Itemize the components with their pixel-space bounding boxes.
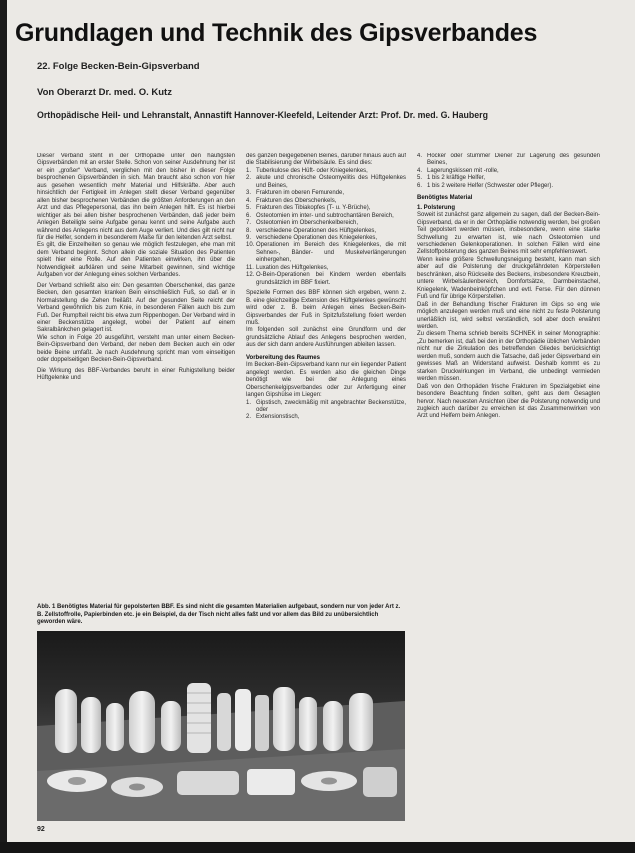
figure-photo bbox=[37, 631, 405, 821]
list-item-number: 3. bbox=[246, 190, 252, 197]
list-item-text: verschiedene Operationen des Kniegelenkes, bbox=[256, 234, 378, 241]
paragraph-gap bbox=[417, 190, 600, 193]
body-paragraph: Daß von den Orthopäden frische Frakturen im Spezialgebiet eine besondere Beachtung finden sollten, geht aus dem Gesagten hervor. Nach neuesten Ansichten über die Polsterung notwendig und zugleich auch darüber zu erreichen ist das Zusammenwirken von Arzt und Helfern beim Anlegen. bbox=[417, 383, 600, 420]
body-paragraph: Der Verband schließt also ein: Den gesamten Oberschenkel, das ganze Becken, den gesamten kranken Bein einschließlich Fuß, so daß er in Normalstellung die Zehen freiläßt. Auf der gesunden Seite reicht der Verband gewöhnlich bis zum Knie, in besonderen Fällen auch bis zum Fuß. Der Rumpfteil reicht bis etwa zum Rippenbogen. Der Verband wird in einer Beckenstütze angelegt, wobei der Patient auf einem Sakralbänkchen gelagert ist. bbox=[37, 282, 235, 334]
body-paragraph: Dieser Verband steht in der Orthopädie unter den häufigsten Gipsverbänden mit an erster Stelle. Schon von seiner Ausdehnung her ist er ein „großer“ Verband, verglichen mit den bisher in dieser Folge besprochenen Gipsverbänden in sich. Man braucht also schon von hier aus gesehen wesentlich mehr Material und Hilfskräfte. Aber auch hinsichtlich der Fertigkeit im Anlegen stellt dieser Verband gegenüber allen bisher besprochenen Verbänden die größten Anforderungen an den Arzt und das Pflegepersonal, das ihn beim Anlegen hilft. Es ist hierbei wichtiger als bei allen bisher besprochenen Verbänden, daß jeder beim Anlegen Beteiligte seine Aufgabe genau kennt und seine Aufgabe auch während des Anlegens nicht aus dem Auge verliert. Und dies gilt nicht nur für die Helfer, sondern in besonderem Maße für den leitenden Arzt selbst. bbox=[37, 153, 235, 241]
list-item-text: 1 bis 2 kräftige Helfer, bbox=[427, 175, 486, 182]
list-item-number: 5. bbox=[246, 205, 252, 212]
list-item-number: 6. bbox=[417, 182, 423, 189]
list-item-number: 4. bbox=[417, 167, 423, 174]
list-item-number: 5. bbox=[417, 175, 423, 182]
list-item bbox=[246, 220, 406, 227]
page-number: 92 bbox=[37, 826, 45, 833]
body-paragraph: Im Becken-Bein-Gipsverband kann nur ein liegender Patient angelegt werden. Es werden also die gleichen Dinge benötigt wie bei der Anlegung eines Oberschenkelgipsverbandes oder zur Anfertigung einer langen Gipshülse im Liegen: bbox=[246, 362, 406, 399]
gips-materials-photo bbox=[37, 631, 405, 821]
list-item-number: 1. bbox=[246, 167, 252, 174]
figure-caption: Abb. 1 Benötigtes Material für gepolsterten BBF. Es sind nicht die gesamten Materialien aufgebaut, sondern nur von jeder Art z. B. Zellstoffrolle, Papierbinden etc. je ein Beispiel, da der Tisch nicht alles faßt und vor allem das Bild zu unübersichtlich geworden wäre. bbox=[37, 604, 401, 626]
list-item bbox=[417, 183, 600, 190]
list-item bbox=[246, 205, 406, 212]
section-heading: Vorbereitung des Raumes bbox=[246, 354, 320, 361]
list-item bbox=[246, 168, 406, 175]
list-item-text: Frakturen im oberen Femurende, bbox=[256, 190, 345, 197]
scan-edge-bottom bbox=[0, 842, 635, 853]
list-item-number: 8. bbox=[246, 227, 252, 234]
list-item bbox=[417, 153, 600, 168]
list-item bbox=[246, 414, 406, 421]
list-item-text: O-Bein-Operationen bei Kindern werden ebenfalls grundsätzlich im BBF fixiert. bbox=[256, 272, 406, 286]
scan-edge-left bbox=[0, 0, 7, 853]
list-item bbox=[246, 272, 406, 287]
list-item-text: Operationen im Bereich des Kniegelenkes, die mit Sehnen-, Bänder- und Muskelverlängerungen einhergehen, bbox=[256, 242, 406, 264]
body-paragraph: Soweit ist zunächst ganz allgemein zu sagen, daß der Becken-Bein-Gipsverband, da er in der Orthopädie notwendig werden, bei großen Teil gepolstert werden müssen, insbesondere, wenn eine starke Schwellung zu erwarten ist, wie nach Osteotomien und verschiedenen Gelenkoperationen. In solchen Fällen wird eine Zellstoffpolsterung des ganzen Beines mit sehr empfehlenswert. bbox=[417, 212, 600, 256]
list-item-text: Hocker oder stummer Diener zur Lagerung des gesunden Beines, bbox=[427, 153, 600, 167]
section-heading: 1. Polsterung bbox=[417, 204, 456, 211]
series-subtitle: 22. Folge Becken-Bein-Gipsverband bbox=[37, 61, 200, 72]
list-item-number: 12. bbox=[246, 272, 255, 279]
body-paragraph: Die Wirkung des BBF-Verbandes beruht in einer Ruhigstellung beider Hüftgelenke und bbox=[37, 367, 235, 382]
text-column-1 bbox=[37, 153, 235, 598]
list-item-number: 1. bbox=[246, 399, 252, 406]
list-item bbox=[246, 265, 406, 272]
list-item-text: Osteotomien im Oberschenkelbereich, bbox=[256, 220, 359, 227]
list-item bbox=[246, 228, 406, 235]
list-item-text: Frakturen des Oberschenkels, bbox=[256, 197, 337, 204]
list-item-text: verschiedene Operationen des Hüftgelenkes, bbox=[256, 227, 377, 234]
list-item-number: 2. bbox=[246, 414, 252, 421]
author-line: Von Oberarzt Dr. med. O. Kutz bbox=[37, 87, 172, 98]
list-item-number: 10. bbox=[246, 242, 255, 249]
list-item-text: Extensionstisch, bbox=[256, 414, 300, 421]
list-item-number: 11. bbox=[246, 264, 254, 271]
list-item-number: 2. bbox=[246, 175, 252, 182]
list-item-number: 4. bbox=[246, 197, 252, 204]
list-item-text: Lagerungskissen mit -rolle, bbox=[427, 167, 499, 174]
body-paragraph: Zu diesem Thema schrieb bereits SCHNEK in seiner Monographie: „Zu bemerken ist, daß bei den in der Orthopädie üblichen Verbänden nicht nur die Zirkulation des betreffenden Gliedes berücksichtigt werden muß, sondern auch die Tatsache, daß jeder Gipsverband ein gewisses Maß an Widerstand aufweist. Deshalb kommt es zu starken Druckwirkungen im Verband, die unbedingt vermieden werden müssen. bbox=[417, 331, 600, 383]
body-paragraph: Es gilt, die Einzelheiten so genau wie möglich festzulegen, ehe man mit dem Verband beginnt. Schon allein die soziale Situation des Patienten spielt hier eine Rolle. Auf den Patienten einwirken, ihn über die Notwendigkeit aufklären und seine Mitarbeit gewinnen, sind wichtige Aufgaben vor der Anlegung eines solchen Verbandes. bbox=[37, 242, 235, 279]
body-paragraph: Wenn keine größere Schwellungsneigung besteht, kann man sich aber auf die Polsterung der druckgefährdeten Körperstellen beschränken, also Rückseite des Beckens, insbesondere Kreuzbein, untere Wirbelsäulenbereich, Dornfortsätze, Darmbeinstachel, Kniegelenk, Wadenbeinköpfchen und evtl. Ferse. Für den dünnen Fuß und für übrige Körperstellen. bbox=[417, 256, 600, 301]
list-item-text: 1 bis 2 weitere Helfer (Schwester oder Pfleger). bbox=[427, 182, 554, 189]
section-heading: Benötigtes Material bbox=[417, 195, 473, 202]
institution-line: Orthopädische Heil- und Lehranstalt, Annastift Hannover-Kleefeld, Leitender Arzt: Prof. Dr. med. G. Hauberg bbox=[37, 110, 488, 120]
list-item bbox=[246, 213, 406, 220]
list-item-text: Luxation des Hüftgelenkes, bbox=[256, 264, 329, 271]
list-item-text: Frakturen des Tibiakopfes (T- u. Y-Brüche), bbox=[256, 205, 371, 212]
list-item bbox=[246, 242, 406, 264]
list-item-text: Tuberkulose des Hüft- oder Kniegelenkes, bbox=[256, 167, 368, 174]
body-paragraph: Im folgenden soll zunächst eine Grundform und der grundsätzliche Ablauf des Anlegens besprochen werden, aus der sich dann andere Ausführungen ableiten lassen. bbox=[246, 327, 406, 349]
list-item bbox=[417, 175, 600, 182]
list-item bbox=[246, 235, 406, 242]
body-paragraph: Daß in der Behandlung frischer Frakturen im Gips so eng wie möglich anzulegen werden muß und eine nicht zu feste Polsterung unerläßlich ist, wird selbst verständlich, soll aber doch erwähnt werden. bbox=[417, 301, 600, 330]
article-headline: Grundlagen und Technik des Gipsverbandes bbox=[15, 19, 538, 47]
list-item bbox=[246, 190, 406, 197]
list-item-number: 7. bbox=[246, 220, 252, 227]
list-item-text: Gipstisch, zweckmäßig mit angebrachter Beckenstütze, oder bbox=[256, 399, 406, 413]
list-item bbox=[246, 175, 406, 190]
list-item-text: Osteotomien im inter- und subtrochantären Bereich, bbox=[256, 212, 394, 219]
list-item bbox=[417, 168, 600, 175]
body-paragraph: Wie schon in Folge 20 ausgeführt, versteht man unter einem Becken-Bein-Gipsverband den Verband, der neben dem Becken auch ein oder beide Beine umfaßt. Je nach Ausdehnung spricht man vom einseitigen oder doppelseitigen Becken-Bein-Gipsverband. bbox=[37, 334, 235, 364]
list-item-number: 4. bbox=[417, 153, 423, 159]
list-item bbox=[246, 198, 406, 205]
paragraph-gap bbox=[246, 350, 406, 353]
list-item-text: akute und chronische Osteomyelitis des Hüftgelenkes und Beines, bbox=[256, 175, 406, 189]
list-item bbox=[246, 400, 406, 415]
body-paragraph: Spezielle Formen des BBF können sich ergeben, wenn z. B. eine gleichzeitige Extension des Hüftgelenkes gewünscht wird oder z. B. beim Anlegen eines Becken-Bein-Gipsverbandes der Fuß in Spitzfußstellung fixiert werden muß. bbox=[246, 290, 406, 326]
body-paragraph: des ganzen beigegebenen Beines, darüber hinaus auch auf die Stabilisierung der Wirbelsäule. Es sind dies: bbox=[246, 153, 406, 167]
list-item-number: 9. bbox=[246, 234, 252, 241]
text-column-2 bbox=[246, 153, 406, 598]
list-item-number: 6. bbox=[246, 212, 252, 219]
text-column-3 bbox=[417, 153, 600, 833]
